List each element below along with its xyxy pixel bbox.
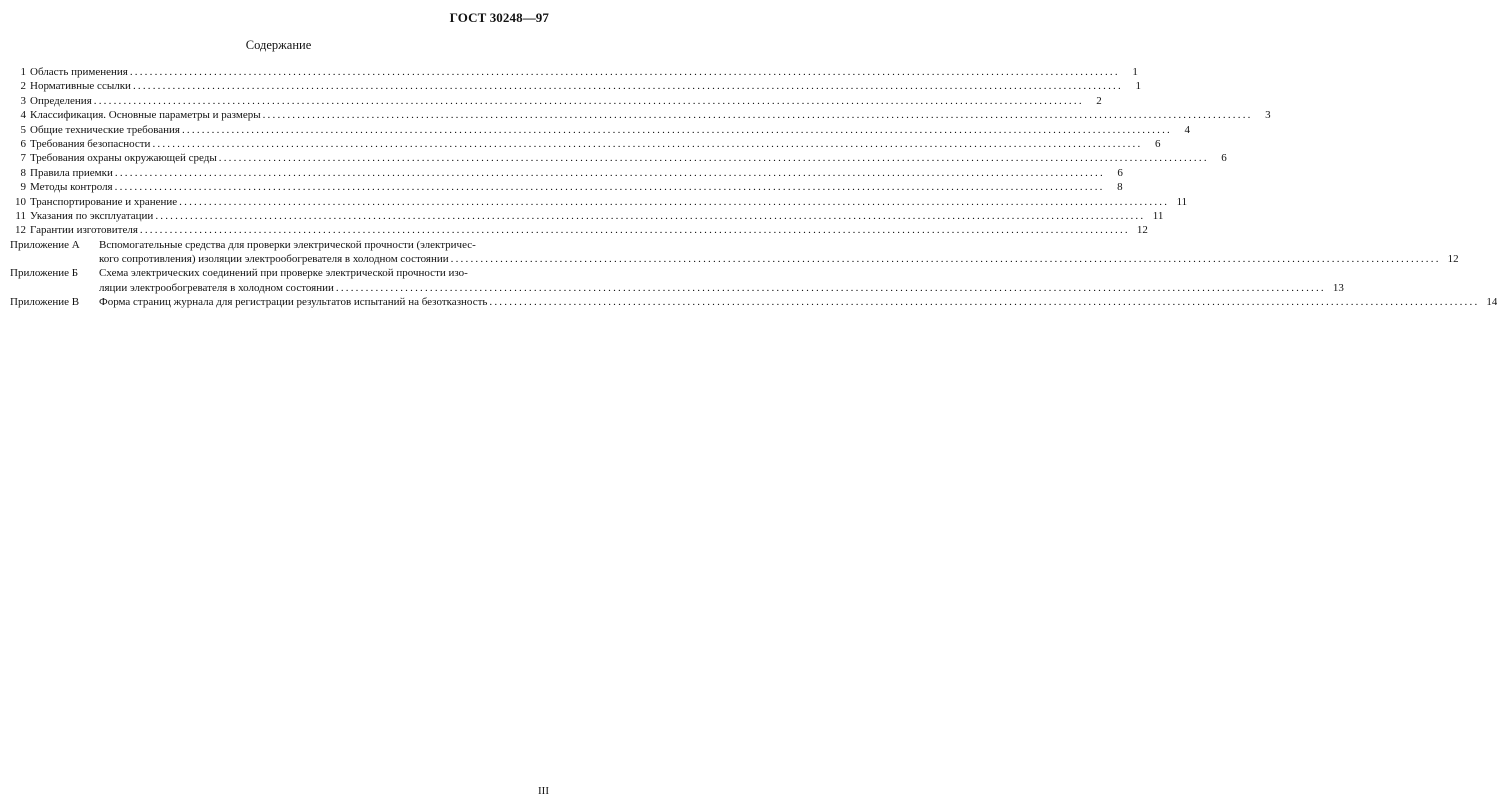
toc-item-number: 8 [20,166,26,179]
toc-item-page: 1 [1132,65,1138,78]
appendix-title-line: кого сопротивления) изоляции электрообогревателя в холодном состоянии [99,253,449,266]
document-code: ГОСТ 30248—97 [449,10,549,25]
toc-leader-dots: ........................................................................................................................................................................................................ [114,181,1105,194]
toc-item-title: Нормативные ссылки [30,80,131,93]
toc-item-page: 11 [1152,209,1164,222]
toc-item-number: 12 [15,224,26,237]
toc-item-title: Классификация. Основные параметры и размеры [30,109,261,122]
toc-leader-dots: ........................................................................................................................................................................................................ [139,224,1130,237]
toc-item-page: 1 [1135,80,1141,93]
toc-leader-dots: ........................................................................................................................................................................................................ [179,195,1170,208]
toc-item-title: Транспортирование и хранение [30,195,178,208]
toc-item-page: 6 [1154,137,1161,150]
toc-item-page: 14 [1486,296,1497,309]
toc-item-number: 7 [20,152,26,165]
toc-leader-dots: ........................................................................................................................................................................................................ [335,281,1326,294]
page-number: III [538,785,549,797]
toc-leader-dots: ........................................................................................................................................................................................................ [93,94,1084,107]
toc-item-number: 1 [20,65,26,78]
toc-item-number: 4 [20,109,26,122]
toc-item[interactable] [10,79,1141,93]
toc-leader-dots: ........................................................................................................................................................................................................ [155,209,1146,222]
toc-leader-dots: ........................................................................................................................................................................................................ [489,296,1480,309]
toc-item-title: Указания по эксплуатации [30,209,154,222]
toc-item[interactable] [10,123,1190,137]
toc-item-title: Область применения [30,65,128,78]
toc-leader-dots: ........................................................................................................................................................................................................ [450,253,1441,266]
toc-item-title: Требования безопасности [30,137,151,150]
toc-appendix-v[interactable] [10,295,1497,309]
toc-item-page: 13 [1332,281,1344,294]
toc-item-number: 3 [20,94,26,107]
toc-leader-dots: ........................................................................................................................................................................................................ [218,152,1209,165]
toc-item[interactable] [10,151,1227,165]
toc-leader-dots: ........................................................................................................................................................................................................ [181,123,1172,136]
toc-appendix-b[interactable] [10,266,1344,295]
toc-item-number: 9 [20,181,26,194]
toc-item-page: 2 [1096,94,1102,107]
toc-item[interactable] [10,166,1123,180]
toc-item-page: 4 [1184,123,1190,136]
toc-item[interactable] [10,94,1102,108]
appendix-title-line: Вспомогательные средства для проверки электрической прочности (электричес- [99,238,476,251]
toc-item[interactable] [10,180,1123,194]
toc-item-page: 12 [1136,224,1148,237]
toc-leader-dots: ........................................................................................................................................................................................................ [152,137,1143,150]
toc-item-number: 6 [20,137,26,150]
appendix-label: Приложение В [10,296,80,309]
toc-item-title: Методы контроля [30,181,113,194]
toc-item-number: 10 [15,195,26,208]
toc-leader-dots: ........................................................................................................................................................................................................ [129,65,1120,78]
appendix-title-line: Форма страниц журнала для регистрации результатов испытаний на безотказность [99,296,488,309]
toc-item[interactable] [10,65,1138,79]
toc-item[interactable] [10,223,1148,237]
toc-item[interactable] [10,209,1164,223]
toc-item-page: 11 [1176,195,1188,208]
toc-item-title: Определения [30,94,92,107]
toc-item[interactable] [10,137,1161,151]
toc-item[interactable] [10,108,1271,122]
toc-leader-dots: ........................................................................................................................................................................................................ [114,166,1105,179]
toc-item-page: 12 [1447,253,1459,266]
appendix-title-line: Схема электрических соединений при проверке электрической прочности изо- [99,267,468,280]
appendix-title-line: ляции электрообогревателя в холодном состоянии [99,281,334,294]
appendix-label: Приложение А [10,238,80,251]
appendix-label: Приложение Б [10,267,79,280]
toc-item-title: Правила приемки [30,166,113,179]
toc-title: Содержание [245,38,312,52]
toc-item-number: 5 [20,123,26,136]
toc-item-title: Общие технические требования [30,123,180,136]
toc-item-number: 2 [20,80,26,93]
toc-appendix-a[interactable] [10,238,1459,267]
toc-item-title: Гарантии изготовителя [30,224,138,237]
toc-item-page: 8 [1117,181,1123,194]
toc-item-page: 6 [1117,166,1123,179]
toc-item-page: 6 [1221,152,1227,165]
toc-item-number: 11 [15,209,26,222]
toc-leader-dots: ........................................................................................................................................................................................................ [132,80,1123,93]
toc-item[interactable] [10,195,1188,209]
toc-item-page: 3 [1265,109,1271,122]
table-of-contents [10,65,1497,310]
toc-leader-dots: ........................................................................................................................................................................................................ [262,109,1253,122]
toc-item-title: Требования охраны окружающей среды [30,152,217,165]
